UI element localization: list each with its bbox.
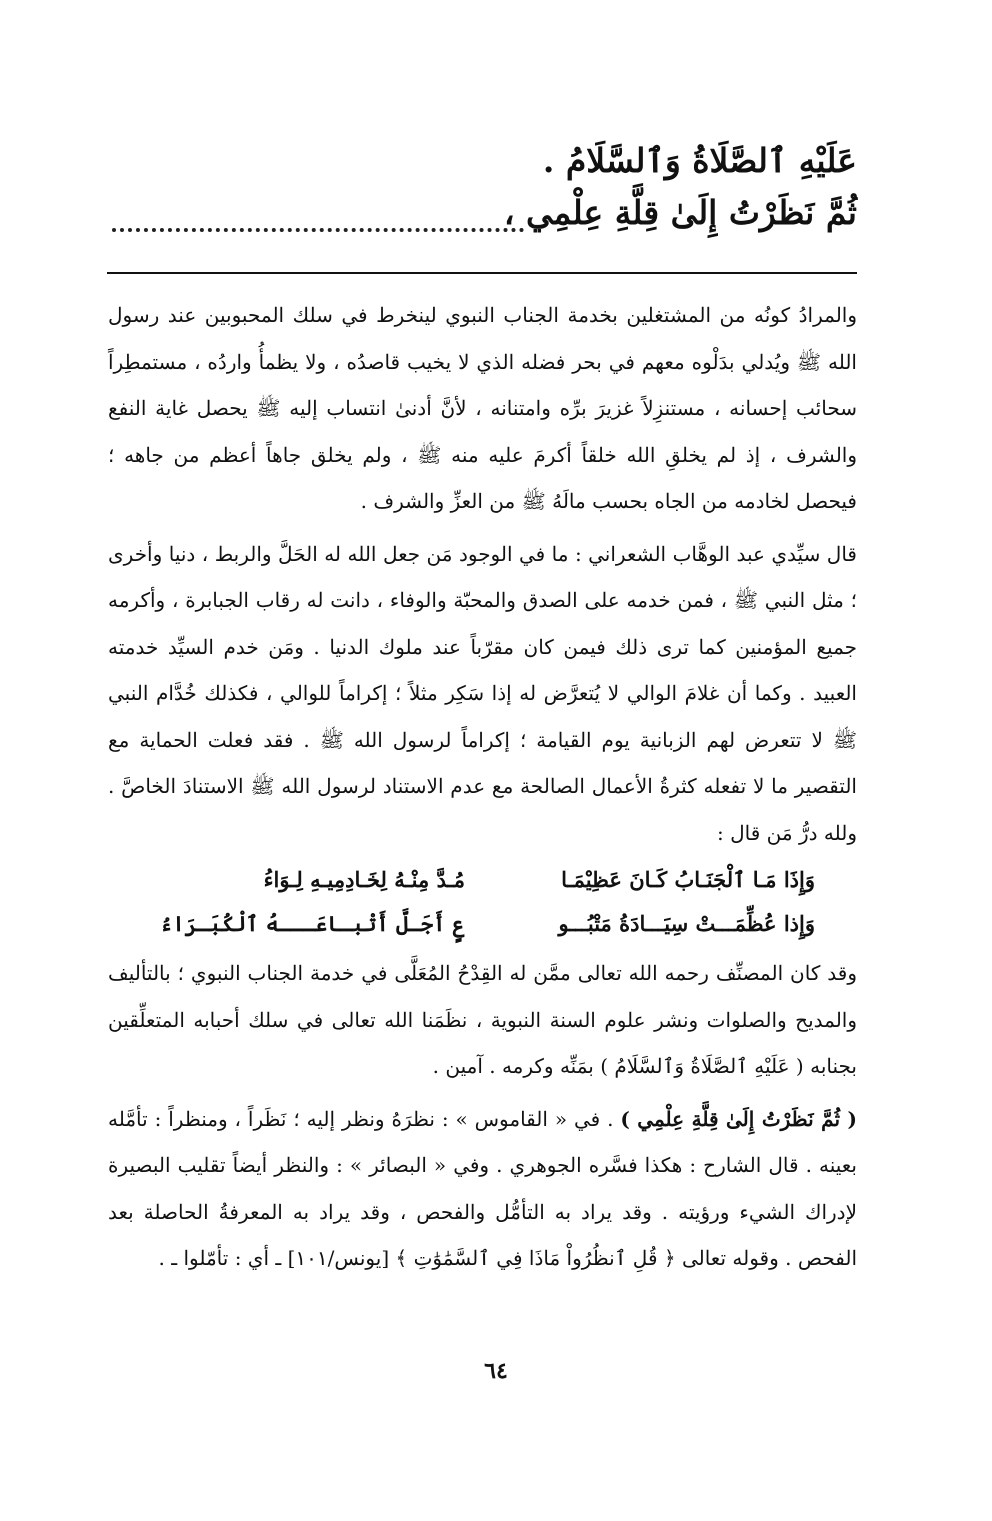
matn-line-1: عَلَيْهِ ٱلصَّلَاةُ وَٱلسَّلَامُ . — [542, 141, 857, 180]
footnote-separator-rule — [107, 272, 857, 274]
verse-2-first-hemistich: وَإِذا عُظِّمَـــتْ سِيَـــادَةُ مَتْبُـــو — [558, 911, 815, 936]
commentary-body — [108, 292, 857, 1282]
commentary-paragraph-1: والمرادُ كونُه من المشتغلين بخدمة الجناب النبوي لينخرط في سلك المحبوبين عند رسول الله ﷺ ويُدلي بدَلْوه معهم في بحر فضله الذي لا يخيب قاصدُه ، ولا يظمأُ واردُه ، مستمطِراً سحائب إحسانه ، مستنزِلاً غزيرَ برِّه وامتنانه ، لأنَّ أدنىٰ انتساب إليه ﷺ يحصل غاية النفع والشرف ، إذ لم يخلقِ الله خلقاً أكرمَ عليه منه ﷺ ، ولم يخلق جاهاً أعظم من جاهه ؛ فيحصل لخادمه من الجاه بحسب مالَهُ ﷺ من العزِّ والشرف . — [108, 303, 857, 513]
page-number: ٦٤ — [484, 1358, 508, 1384]
verse-1 — [108, 858, 857, 902]
verse-2 — [108, 902, 857, 946]
verse-2-second-hemistich: عٍ أَجَـلَّ أَتْبـاعَـــهُ ٱلْكُبَـرَاءُ — [160, 911, 465, 936]
dotted-leader — [112, 196, 524, 232]
commentary-paragraph-2: قال سيِّدي عبد الوهَّاب الشعراني : ما في الوجود مَن جعل الله له الحَلَّ والربط ، دنيا وأخرى ؛ مثل النبي ﷺ ، فمن خدمه على الصدق والمحبّة والوفاء ، دانت له رقاب الجبابرة ، وأكرمه جميع المؤمنين كما ترى ذلك فيمن كان مقرّباً عند ملوك الدنيا . ومَن خدم السيِّد خدمته العبيد . وكما أن غلامَ الوالي لا يُتعرَّض له إذا سَكِر مثلاً ؛ إكراماً للوالي ، فكذلك خُدَّام النبي ﷺ لا تتعرض لهم الزبانية يوم القيامة ؛ إكراماً لرسول الله ﷺ . فقد فعلت الحماية مع التقصير ما لا تفعله كثرةُ الأعمال الصالحة مع عدم الاستناد لرسول الله ﷺ الاستنادَ الخاصَّ . ولله درُّ مَن قال : — [108, 541, 857, 845]
commentary-paragraph-4-text: . في « القاموس » : نظرَهُ ونظر إليه ؛ نَظَراً ، ومنظراً : تأمَّله بعينه . قال الشارح : هكذا فسَّره الجوهري . وفي « البصائر » : والنظر أيضاً تقليب البصيرة لإدراك الشيء ورؤيته . وقد يراد به التأمُّل والفحص ، وقد يراد به المعرفةُ الحاصلة بعد الفحص . وقوله تعالى ﴿ قُلِ ٱنظُرُواْ مَاذَا فِي ٱلسَّمَٰوَٰتِ ﴾ [يونس/١٠١] ـ أي : تأمّلوا ـ . — [108, 1106, 857, 1270]
poetry-verses — [108, 858, 857, 946]
verse-1-first-hemistich: وَإِذَا مَـا ٱلْجَنَـابُ كَـانَ عَظِيْمَـا — [561, 867, 815, 892]
commentary-paragraph-4 — [108, 1096, 857, 1282]
matn-line-2: ثُمَّ نَظَرْتُ إِلَىٰ قِلَّةِ عِلْمِي ، — [503, 193, 857, 232]
commentary-paragraph-3: وقد كان المصنِّف رحمه الله تعالى ممَّن له القِدْحُ المُعَلَّى في خدمة الجناب النبوي ؛ بالتأليف والمديح والصلوات ونشر علوم السنة النبوية ، نظَمَنا الله تعالى في سلك أحبابه المتعلِّقين بجنابه ( عَلَيْهِ ٱلصَّلَاةُ وَٱلسَّلَامُ ) بمَنِّه وكرمه . آمين . — [108, 961, 857, 1078]
verse-1-second-hemistich: مُـدَّ مِنْـهُ لِخَـادِمِيـهِ لِـوَاءُ — [263, 867, 465, 892]
quoted-matn-lead: ( ثُمَّ نَظَرْتُ إِلَىٰ قِلَّةِ عِلْمِي ) — [620, 1106, 857, 1131]
